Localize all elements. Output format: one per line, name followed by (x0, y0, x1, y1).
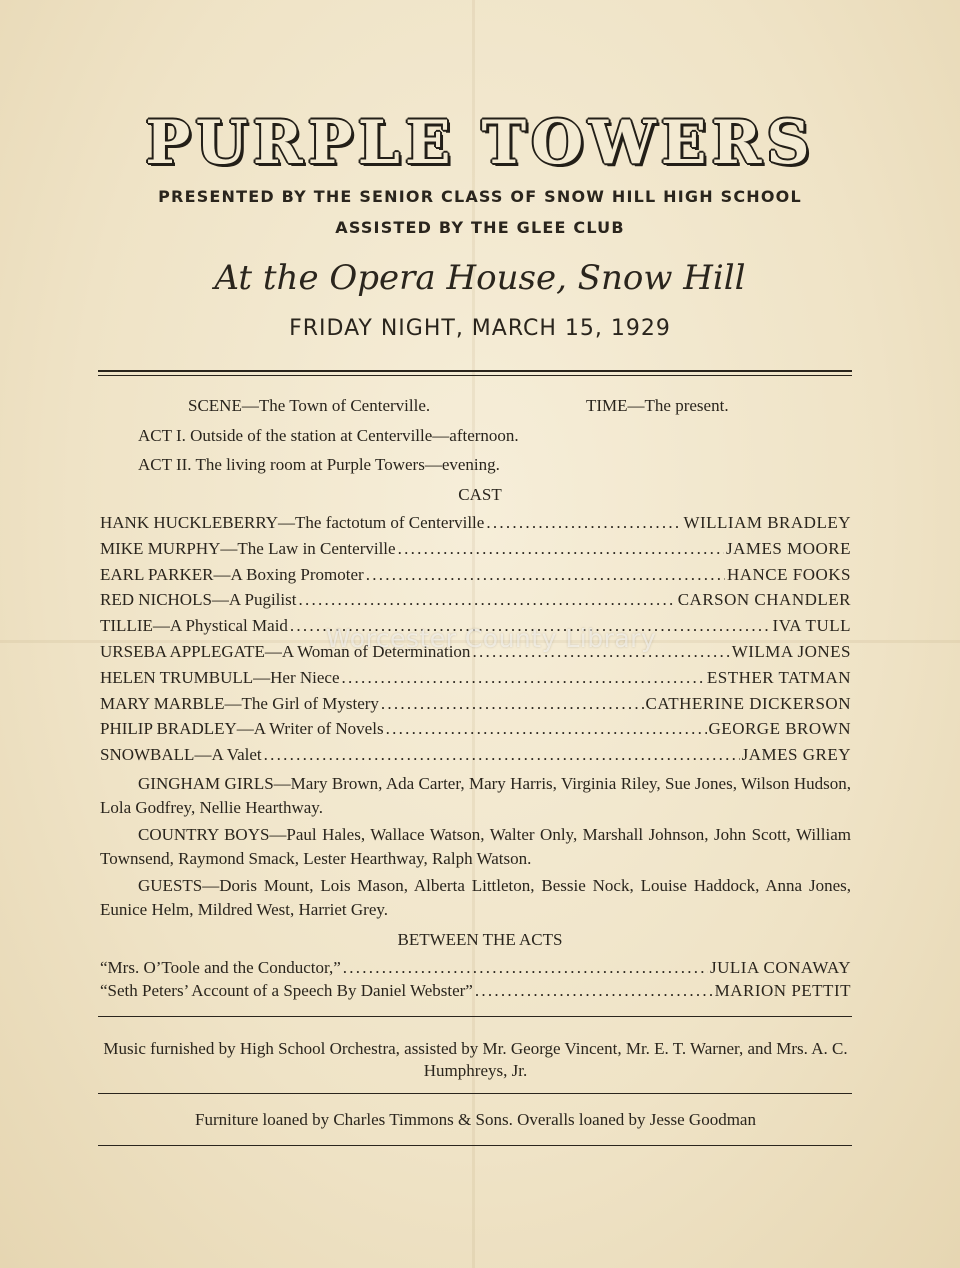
leader-dots (342, 668, 705, 688)
cast-row (100, 668, 851, 694)
leader-dots (381, 694, 644, 714)
assisted-by: ASSISTED BY THE GLEE CLUB (335, 218, 625, 237)
cast-actor: JAMES MOORE (726, 538, 851, 558)
cast-row (100, 694, 851, 720)
time-line: TIME—The present. (586, 396, 729, 415)
cast-role: PHILIP BRADLEY—A Writer of Novels (100, 719, 384, 739)
cast-actor: WILLIAM BRADLEY (683, 513, 851, 532)
between-acts-row (100, 981, 851, 1004)
cast-row (100, 719, 851, 745)
presented-by: PRESENTED BY THE SENIOR CLASS OF SNOW HILL HIGH SCHOOL (158, 187, 802, 206)
cast-role: MARY MARBLE—The Girl of Mystery (100, 693, 379, 713)
cast-row (100, 539, 851, 565)
divider (98, 370, 852, 376)
cast-actor: IVA TULL (772, 616, 851, 636)
venue: At the Opera House, Snow Hill (214, 258, 746, 298)
divider (98, 1016, 852, 1017)
leader-dots (386, 719, 707, 739)
performance-title: “Mrs. O’Toole and the Conductor,” (100, 958, 341, 977)
cast-actor: WILMA JONES (731, 641, 851, 661)
cast-role: MIKE MURPHY—The Law in Centerville (100, 538, 396, 558)
cast-role: TILLIE—A Phystical Maid (100, 616, 288, 636)
cast-actor: HANCE FOOKS (726, 564, 851, 584)
watermark: Worcester County Library (326, 624, 657, 653)
leader-dots (264, 745, 740, 765)
cast-heading: CAST (458, 485, 502, 504)
between-acts-row (100, 958, 851, 981)
country-boys: COUNTRY BOYS—Paul Hales, Wallace Watson, Walter Only, Marshall Johnson, John Scott, William Townsend, Raymond Smack, Lester Hearthway, Ralph Watson. (100, 825, 851, 868)
gingham-girls: GINGHAM GIRLS—Mary Brown, Ada Carter, Mary Harris, Virginia Riley, Sue Jones, Wilson Hudson, Lola Godfrey, Nellie Hearthway. (100, 774, 851, 817)
cast-actor: CATHERINE DICKERSON (645, 693, 851, 713)
program-title: PURPLE TOWERS (145, 108, 815, 178)
performance-date: FRIDAY NIGHT, MARCH 15, 1929 (289, 316, 671, 341)
act-one-line: ACT I. Outside of the station at Centerville—afternoon. (138, 426, 519, 445)
cast-role: URSEBA APPLEGATE—A Woman of Determination (100, 641, 471, 661)
leader-dots (475, 981, 713, 1001)
leader-dots (298, 590, 675, 610)
divider (98, 1093, 852, 1094)
cast-role: HANK HUCKLEBERRY—The factotum of Centerville (100, 513, 485, 532)
performer: JULIA CONAWAY (710, 958, 851, 977)
cast-row (100, 565, 851, 591)
leader-dots (398, 539, 724, 559)
cast-actor: ESTHER TATMAN (706, 667, 851, 687)
cast-actor: JAMES GREY (741, 745, 851, 765)
cast-row (100, 590, 851, 616)
cast-role: EARL PARKER—A Boxing Promoter (100, 564, 364, 584)
act-two-line: ACT II. The living room at Purple Towers—evening. (138, 455, 500, 474)
guests: GUESTS—Doris Mount, Lois Mason, Alberta Littleton, Bessie Nock, Louise Haddock, Anna Jones, Eunice Helm, Mildred West, Harriet Grey. (100, 876, 851, 919)
performance-title: “Seth Peters’ Account of a Speech By Daniel Webster” (100, 981, 473, 1000)
divider (98, 1145, 852, 1146)
leader-dots (366, 565, 725, 585)
cast-row (100, 513, 851, 539)
loan-credits: Furniture loaned by Charles Timmons & Sons. Overalls loaned by Jesse Goodman (195, 1110, 756, 1129)
scene-line: SCENE—The Town of Centerville. (188, 396, 431, 415)
cast-row (100, 745, 851, 771)
cast-actor: GEORGE BROWN (708, 719, 851, 739)
music-credit: Music furnished by High School Orchestra, assisted by Mr. George Vincent, Mr. E. T. Warner, and Mrs. A. C. Humphreys, Jr. (103, 1039, 848, 1080)
cast-role: HELEN TRUMBULL—Her Niece (100, 667, 340, 687)
cast-role: SNOWBALL—A Valet (100, 745, 262, 765)
cast-actor: CARSON CHANDLER (677, 590, 851, 610)
between-acts-heading: BETWEEN THE ACTS (397, 930, 563, 949)
leader-dots (486, 513, 681, 533)
leader-dots (343, 958, 708, 978)
cast-role: RED NICHOLS—A Pugilist (100, 590, 297, 610)
performer: MARION PETTIT (714, 981, 851, 1000)
between-acts-list (100, 958, 851, 1004)
